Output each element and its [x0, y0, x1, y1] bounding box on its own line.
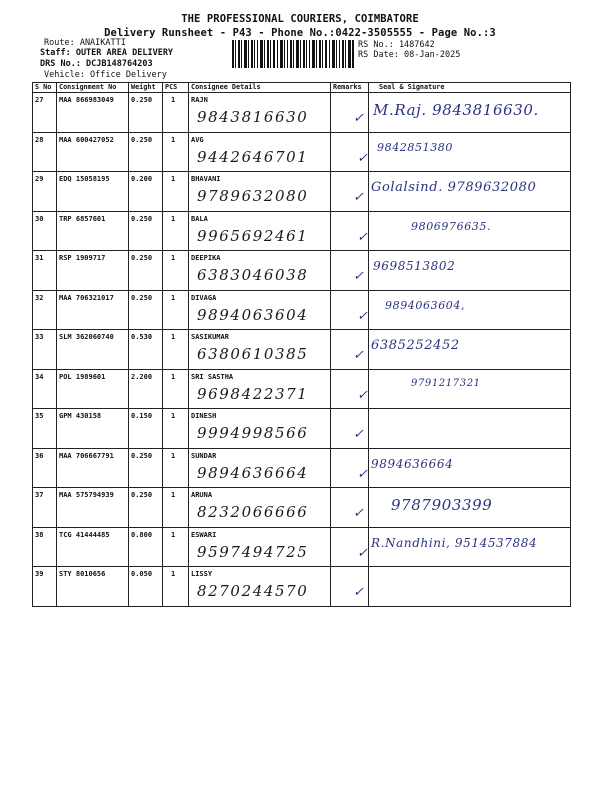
row-sno	[33, 488, 57, 528]
weight-value: 0.530	[131, 333, 153, 341]
row-sno	[33, 132, 57, 172]
table-row	[33, 527, 571, 567]
consignee-name: RAJN	[191, 96, 208, 104]
sno-value: 32	[35, 293, 44, 302]
table-row	[33, 290, 571, 330]
row-weight	[129, 93, 163, 133]
row-consignee	[189, 330, 331, 370]
barcode	[232, 40, 354, 68]
checkmark-icon: ✓	[353, 427, 364, 442]
sno-value: 31	[35, 254, 44, 262]
table-row	[33, 132, 571, 172]
consignment-number: SLM 362060740	[59, 333, 114, 341]
row-seal-signature	[369, 567, 571, 607]
pcs-value: 1	[171, 491, 176, 499]
pcs-value: 1	[171, 96, 176, 104]
weight-value: 0.250	[131, 254, 153, 262]
row-sno	[33, 330, 57, 370]
row-pcs	[163, 409, 189, 449]
sno-value: 36	[35, 451, 44, 460]
consignee-name: BALA	[191, 214, 208, 223]
weight-value: 0.200	[131, 175, 153, 183]
consignee-name: ESWARI	[191, 530, 217, 539]
col-remarks: Remarks	[331, 83, 369, 93]
row-consignee	[189, 527, 331, 567]
row-remarks	[331, 369, 369, 409]
row-remarks	[331, 251, 369, 291]
table-row	[33, 211, 571, 251]
row-pcs	[163, 488, 189, 528]
consignee-name: SRI SASTHA	[191, 372, 234, 381]
row-consignment	[57, 290, 129, 330]
row-seal-signature	[369, 369, 571, 409]
row-consignee	[189, 567, 331, 607]
checkmark-icon: ✓	[357, 387, 368, 403]
table-row	[33, 93, 571, 133]
row-seal-signature	[369, 409, 571, 449]
row-sno	[33, 290, 57, 330]
checkmark-icon: ✓	[357, 466, 368, 482]
handwritten-signature: 9787903399	[391, 496, 493, 514]
consignment-number: EDQ 15058195	[59, 175, 110, 183]
row-pcs	[163, 93, 189, 133]
consignee-name: DEEPIKA	[191, 254, 221, 262]
row-consignment	[57, 369, 129, 409]
row-consignment	[57, 211, 129, 251]
handwritten-phone: 9894063604	[197, 305, 309, 324]
consignee-name: SUNDAR	[191, 451, 217, 460]
row-consignee	[189, 211, 331, 251]
checkmark-icon: ✓	[353, 348, 364, 363]
sno-value: 30	[35, 214, 44, 223]
row-seal-signature	[369, 251, 571, 291]
pcs-value: 1	[171, 412, 176, 420]
checkmark-icon: ✓	[357, 150, 368, 166]
col-consignment: Consignment No	[57, 83, 129, 93]
weight-value: 0.800	[131, 530, 153, 539]
row-weight	[129, 409, 163, 449]
handwritten-phone: 9442646701	[197, 147, 309, 166]
row-remarks	[331, 527, 369, 567]
row-remarks	[331, 448, 369, 488]
consignment-number: STY 8010656	[59, 570, 106, 578]
runsheet-table	[32, 82, 571, 607]
row-consignment	[57, 488, 129, 528]
sno-value: 27	[35, 96, 44, 104]
row-sno	[33, 448, 57, 488]
table-row	[33, 369, 571, 409]
row-consignee	[189, 132, 331, 172]
handwritten-signature: 9791217321	[411, 377, 481, 389]
handwritten-phone: 9843816630	[197, 108, 309, 126]
table-row	[33, 488, 571, 528]
consignment-number: MAA 575794939	[59, 491, 114, 499]
handwritten-signature: 9894063604,	[385, 298, 466, 312]
sno-value: 34	[35, 372, 44, 381]
row-consignment	[57, 132, 129, 172]
row-consignee	[189, 369, 331, 409]
handwritten-phone: 9894636664	[197, 463, 309, 482]
row-weight	[129, 567, 163, 607]
table-body	[33, 93, 571, 607]
consignment-number: GPM 430158	[59, 412, 102, 420]
row-remarks	[331, 567, 369, 607]
table-row	[33, 251, 571, 291]
consignee-name: DINESH	[191, 412, 217, 420]
handwritten-signature: 9894636664	[371, 456, 454, 471]
handwritten-phone: 8270244570	[197, 582, 309, 600]
row-pcs	[163, 330, 189, 370]
row-remarks	[331, 330, 369, 370]
sno-value: 29	[35, 175, 44, 183]
weight-value: 0.250	[131, 491, 153, 499]
checkmark-icon: ✓	[353, 111, 364, 126]
checkmark-icon: ✓	[357, 545, 368, 561]
pcs-value: 1	[171, 333, 176, 341]
row-consignee	[189, 409, 331, 449]
row-consignment	[57, 567, 129, 607]
col-pcs: PCS	[163, 83, 189, 93]
row-remarks	[331, 488, 369, 528]
consignee-name: DIVAGA	[191, 293, 217, 302]
handwritten-signature: 9842851380	[377, 140, 453, 154]
weight-value: 0.250	[131, 214, 153, 223]
sno-value: 33	[35, 333, 44, 341]
table-row	[33, 172, 571, 212]
consignment-number: MAA 866983049	[59, 96, 114, 104]
row-pcs	[163, 290, 189, 330]
handwritten-signature: Golalsind. 9789632080	[371, 180, 537, 195]
sno-value: 35	[35, 412, 44, 420]
row-consignee	[189, 172, 331, 212]
row-consignee	[189, 290, 331, 330]
row-consignment	[57, 448, 129, 488]
row-remarks	[331, 409, 369, 449]
row-pcs	[163, 211, 189, 251]
col-sno: S No	[33, 83, 57, 93]
row-weight	[129, 251, 163, 291]
row-consignment	[57, 409, 129, 449]
table-row	[33, 448, 571, 488]
table-row	[33, 567, 571, 607]
sno-value: 37	[35, 491, 44, 499]
consignee-name: BHAVANI	[191, 175, 221, 183]
runsheet-line: Delivery Runsheet - P43 - Phone No.:0422-3505555 - Page No.:3	[104, 27, 496, 39]
table-row	[33, 330, 571, 370]
staff-label: Staff: OUTER AREA DELIVERY	[40, 48, 174, 58]
row-remarks	[331, 290, 369, 330]
row-sno	[33, 251, 57, 291]
row-weight	[129, 330, 163, 370]
handwritten-phone: 6383046038	[197, 266, 309, 284]
consignment-number: MAA 600427052	[59, 135, 114, 144]
row-sno	[33, 211, 57, 251]
handwritten-phone: 9994998566	[197, 424, 309, 442]
pcs-value: 1	[171, 451, 176, 460]
pcs-value: 1	[171, 293, 176, 302]
consignment-number: TCG 41444485	[59, 530, 110, 539]
row-weight	[129, 172, 163, 212]
checkmark-icon: ✓	[353, 190, 364, 205]
consignment-number: TRP 6857601	[59, 214, 106, 223]
handwritten-signature: 9698513802	[373, 259, 456, 273]
row-pcs	[163, 369, 189, 409]
row-remarks	[331, 211, 369, 251]
row-sno	[33, 527, 57, 567]
row-consignment	[57, 172, 129, 212]
weight-value: 0.250	[131, 96, 153, 104]
row-pcs	[163, 567, 189, 607]
consignment-number: RSP 1909717	[59, 254, 106, 262]
consignee-name: LISSY	[191, 570, 213, 578]
row-consignee	[189, 251, 331, 291]
company-title: THE PROFESSIONAL COURIERS, COIMBATORE	[181, 13, 419, 25]
row-pcs	[163, 172, 189, 212]
row-seal-signature	[369, 527, 571, 567]
consignment-number: MAA 706321017	[59, 293, 114, 302]
row-remarks	[331, 93, 369, 133]
row-sno	[33, 172, 57, 212]
table-row	[33, 409, 571, 449]
row-seal-signature	[369, 132, 571, 172]
handwritten-phone: 6380610385	[197, 345, 309, 363]
handwritten-signature: 9806976635.	[411, 219, 492, 233]
col-weight: Weight	[129, 83, 163, 93]
row-remarks	[331, 132, 369, 172]
row-weight	[129, 488, 163, 528]
weight-value: 0.250	[131, 135, 153, 144]
row-consignment	[57, 251, 129, 291]
vehicle-label: Vehicle: Office Delivery	[44, 70, 167, 80]
weight-value: 0.250	[131, 451, 153, 460]
checkmark-icon: ✓	[353, 585, 364, 600]
handwritten-phone: 9789632080	[197, 187, 309, 205]
row-consignee	[189, 448, 331, 488]
consignee-name: AVG	[191, 135, 204, 144]
row-pcs	[163, 132, 189, 172]
row-consignee	[189, 488, 331, 528]
handwritten-phone: 9597494725	[197, 542, 309, 561]
handwritten-phone: 9698422371	[197, 384, 309, 403]
pcs-value: 1	[171, 530, 176, 539]
handwritten-phone: 8232066666	[197, 503, 309, 521]
sno-value: 39	[35, 570, 44, 578]
row-consignment	[57, 527, 129, 567]
row-seal-signature	[369, 290, 571, 330]
row-weight	[129, 290, 163, 330]
row-weight	[129, 369, 163, 409]
row-remarks	[331, 172, 369, 212]
col-consignee: Consignee Details	[189, 83, 331, 93]
weight-value: 2.200	[131, 372, 153, 381]
row-consignment	[57, 330, 129, 370]
row-seal-signature	[369, 172, 571, 212]
handwritten-signature: 6385252452	[371, 338, 460, 353]
sno-value: 28	[35, 135, 44, 144]
sno-value: 38	[35, 530, 44, 539]
row-weight	[129, 527, 163, 567]
weight-value: 0.050	[131, 570, 153, 578]
table-header-row	[33, 83, 571, 93]
drs-number: DRS No.: DCJB148764203	[40, 59, 153, 69]
row-consignment	[57, 93, 129, 133]
pcs-value: 1	[171, 175, 176, 183]
checkmark-icon: ✓	[357, 229, 368, 245]
pcs-value: 1	[171, 254, 176, 262]
consignment-number: POL 1989601	[59, 372, 106, 381]
handwritten-signature: R.Nandhini, 9514537884	[371, 535, 538, 550]
row-weight	[129, 448, 163, 488]
col-seal: Seal & Signature	[369, 83, 571, 93]
row-sno	[33, 93, 57, 133]
row-seal-signature	[369, 93, 571, 133]
row-sno	[33, 567, 57, 607]
weight-value: 0.250	[131, 293, 153, 302]
checkmark-icon: ✓	[353, 506, 364, 521]
handwritten-signature: M.Raj. 9843816630.	[373, 101, 539, 119]
row-seal-signature	[369, 488, 571, 528]
handwritten-phone: 9965692461	[197, 226, 309, 245]
row-weight	[129, 211, 163, 251]
route-label: Route: ANAIKATTI	[44, 38, 126, 48]
rs-date: RS Date: 08-Jan-2025	[358, 50, 461, 60]
row-pcs	[163, 448, 189, 488]
checkmark-icon: ✓	[353, 269, 364, 284]
row-sno	[33, 369, 57, 409]
row-sno	[33, 409, 57, 449]
pcs-value: 1	[171, 372, 176, 381]
pcs-value: 1	[171, 214, 176, 223]
rs-number: RS No.: 1487642	[358, 40, 435, 50]
consignee-name: ARUNA	[191, 491, 213, 499]
consignment-number: MAA 706667791	[59, 451, 114, 460]
row-consignee	[189, 93, 331, 133]
weight-value: 0.150	[131, 412, 153, 420]
row-seal-signature	[369, 211, 571, 251]
row-weight	[129, 132, 163, 172]
row-seal-signature	[369, 330, 571, 370]
pcs-value: 1	[171, 570, 176, 578]
row-seal-signature	[369, 448, 571, 488]
pcs-value: 1	[171, 135, 176, 144]
consignee-name: SASIKUMAR	[191, 333, 229, 341]
checkmark-icon: ✓	[357, 308, 368, 324]
row-pcs	[163, 251, 189, 291]
row-pcs	[163, 527, 189, 567]
